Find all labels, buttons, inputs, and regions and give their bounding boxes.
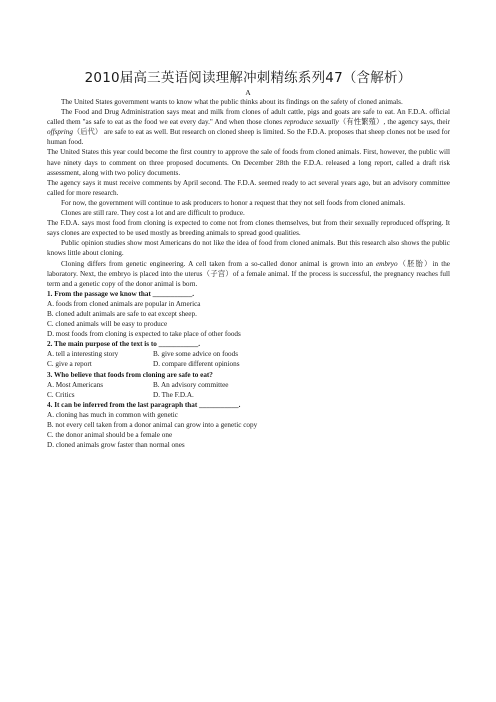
question-stem: 2. The main purpose of the text is to ___________. xyxy=(47,340,201,349)
document-title: 2010届高三英语阅读理解冲刺精练系列47（含解析） xyxy=(84,70,412,86)
answer-option: B. cloned adult animals are safe to eat except sheep. xyxy=(47,309,197,318)
question-stem: 3. Who believe that foods from cloning are safe to eat? xyxy=(47,370,213,379)
answer-option: D. cloned animals grow faster than normal ones xyxy=(47,441,185,450)
paragraph: The F.D.A. says most food from cloning is expected to come not from clones themselves, but from their sexually reproduced offspring. It says clones are expected to be used mostly as breeding animals to spread good qualities. xyxy=(47,219,450,238)
answer-option-row xyxy=(47,390,450,400)
paragraph: Public opinion studies show most Americans do not like the idea of food from cloned animals. But this research also shows the public knows little about cloning. xyxy=(47,239,450,258)
paragraph: The agency says it must receive comments by April second. The F.D.A. seemed ready to act several years ago, but an advisory committee called for more research. xyxy=(47,178,450,197)
paragraph: Cloning differs from genetic engineering. A cell taken from a so-called donor animal is grown into an embryo（胚胎）in the laboratory. Next, the embryo is placed into the uterus（子宫）of a female animal. If the process is successful, the pregnancy reaches full term and a genetic copy of the donor animal is born. xyxy=(47,259,450,288)
paragraph: For now, the government will continue to ask producers to honor a request that they not sell foods from cloned animals. xyxy=(61,198,406,207)
answer-option: A. tell a interesting story xyxy=(47,350,119,359)
answer-option: B. give some advice on foods xyxy=(153,350,239,359)
answer-option-row xyxy=(47,349,450,359)
answer-option-row xyxy=(47,359,450,369)
answer-option: C. the donor animal should be a female one xyxy=(47,431,173,440)
answer-option: B. not every cell taken from a donor animal can grow into a genetic copy xyxy=(47,421,258,429)
answer-option: D. most foods from cloning is expected to take place of other foods xyxy=(47,330,241,339)
paragraph: Clones are still rare. They cost a lot and are difficult to produce. xyxy=(61,209,245,218)
paragraph: The Food and Drug Administration says meat and milk from clones of adult cattle, pigs and goats are safe to eat. An F.D.A. official called them "as safe to eat as the food we eat every day." And when those clones reproduce sexually（有性繁殖）, the agency says, their offspring（后代） are safe to eat as well. But research on cloned sheep is limited. So the F.D.A. proposes that sheep clones not be used for human food. xyxy=(47,108,450,147)
answer-option-row xyxy=(47,380,450,390)
question-stem: 4. It can be inferred from the last paragraph that ___________. xyxy=(47,400,241,409)
answer-option: D. The F.D.A. xyxy=(153,390,194,399)
answer-option: A. Most Americans xyxy=(47,380,104,389)
answer-option: B. An advisory committee xyxy=(153,380,229,389)
paragraph: The United States this year could become the first country to approve the sale of foods from cloned animals. First, however, the public will have ninety days to comment on three proposed documents. On December 28th the F.D.A. released a long report, called a draft risk assessment, along with two policy documents. xyxy=(47,148,450,177)
passage-body xyxy=(47,97,450,450)
section-label: A xyxy=(245,88,251,97)
paragraph: The United States government wants to know what the public thinks about its findings on the safety of cloned animals. xyxy=(61,98,403,106)
question-stem: 1. From the passage we know that ___________. xyxy=(47,289,195,298)
answer-option: C. give a report xyxy=(47,360,92,369)
answer-option: C. cloned animals will be easy to produce xyxy=(47,320,168,329)
answer-option: A. foods from cloned animals are popular in America xyxy=(47,299,201,308)
answer-option: A. cloning has much in common with genetic xyxy=(47,410,178,419)
answer-option: C. Critics xyxy=(47,390,75,399)
answer-option: D. compare different opinions xyxy=(153,360,240,369)
